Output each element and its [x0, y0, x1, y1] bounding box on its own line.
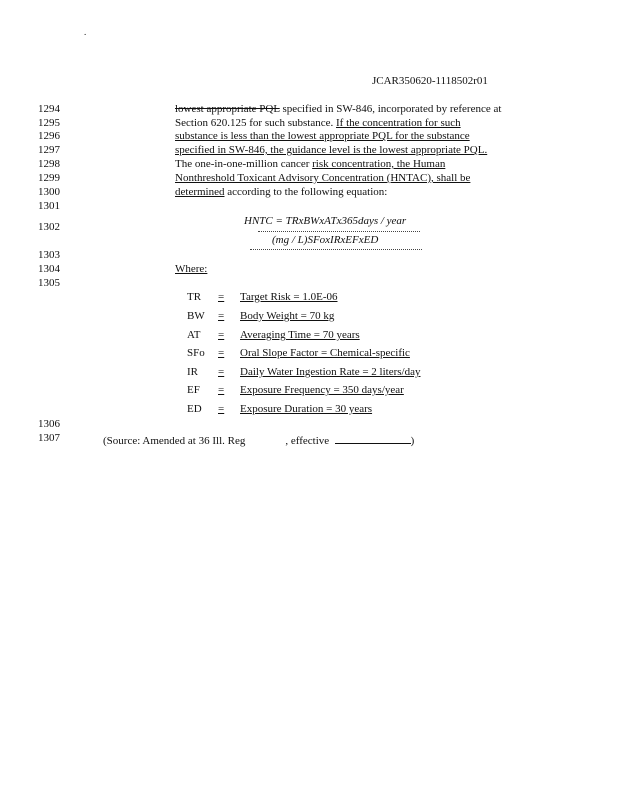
line-number: 1295 — [38, 117, 60, 129]
text-run: Section 620.125 for such substance. — [175, 117, 336, 129]
variable-symbol: BW — [187, 310, 205, 322]
line-text — [175, 130, 470, 143]
source-close: ) — [410, 435, 415, 447]
variable-equals: = — [218, 366, 225, 378]
line-number: 1299 — [38, 172, 60, 184]
variable-equals: = — [218, 347, 225, 359]
text-run: If the concentration for such — [336, 117, 461, 129]
line-number: 1304 — [38, 263, 60, 275]
variable-equals: = — [218, 403, 225, 415]
line-number: 1301 — [38, 200, 60, 212]
variable-symbol: ED — [187, 403, 202, 415]
variable-definition: Exposure Frequency = 350 days/year — [240, 384, 404, 396]
line-text — [175, 117, 461, 130]
line-number: 1297 — [38, 144, 60, 156]
source-prefix: (Source: Amended at 36 Ill. Reg — [103, 435, 246, 447]
line-number: 1296 — [38, 130, 60, 142]
variable-equals: = — [218, 384, 225, 396]
variable-equals: = — [218, 310, 225, 322]
page-mark: . — [84, 27, 87, 37]
source-note — [103, 434, 414, 448]
variable-equals: = — [218, 329, 225, 341]
variable-symbol: SFo — [187, 347, 205, 359]
variable-definition: Target Risk = 1.0E-06 — [240, 291, 338, 303]
text-run: risk concentration, the Human — [312, 158, 446, 170]
variable-symbol: EF — [187, 384, 200, 396]
line-text — [175, 172, 470, 185]
effective-date-blank — [335, 434, 411, 444]
line-text — [175, 144, 487, 157]
text-run: determined — [175, 186, 225, 198]
text-run: lowest appropriate PQL — [175, 103, 280, 115]
variable-symbol: IR — [187, 366, 198, 378]
text-run: specified in SW-846, incorporated by reference at — [279, 103, 502, 115]
line-text — [175, 186, 387, 199]
line-number: 1300 — [38, 186, 60, 198]
equation-denominator: (mg / L)SFoxIRxEFxED — [272, 234, 379, 246]
document-code: JCAR350620-1118502r01 — [372, 75, 488, 87]
variable-definition: Averaging Time = 70 years — [240, 329, 360, 341]
text-run: according to the following equation: — [224, 186, 388, 198]
line-number: 1302 — [38, 221, 60, 233]
text-run: The one-in-one-million cancer — [175, 158, 313, 170]
line-number: 1305 — [38, 277, 60, 289]
line-number: 1306 — [38, 418, 60, 430]
variable-equals: = — [218, 291, 225, 303]
line-number: 1307 — [38, 432, 60, 444]
variable-definition: Body Weight = 70 kg — [240, 310, 335, 322]
line-number: 1294 — [38, 103, 60, 115]
line-number: 1298 — [38, 158, 60, 170]
line-number: 1303 — [38, 249, 60, 261]
variable-symbol: TR — [187, 291, 202, 303]
equation-fraction-bar — [258, 231, 420, 232]
variable-symbol: AT — [187, 329, 201, 341]
text-run: substance is less than the lowest appropriate PQL for the substance — [175, 130, 470, 142]
text-run: Nonthreshold Toxicant Advisory Concentration (HNTAC), shall be — [175, 172, 471, 184]
line-text — [175, 158, 445, 171]
variable-definition: Exposure Duration = 30 years — [240, 403, 373, 415]
source-effective: , effective — [285, 435, 330, 447]
variable-definition: Oral Slope Factor = Chemical-specific — [240, 347, 410, 359]
line-text — [175, 103, 501, 116]
text-run: Where: — [175, 263, 208, 275]
line-text — [175, 263, 207, 276]
equation-numerator: HNTC = TRxBWxATx365days / year — [244, 215, 407, 227]
equation-underline — [250, 249, 422, 250]
text-run: specified in SW-846, the guidance level is the lowest appropriate PQL. — [175, 144, 488, 156]
variable-definition: Daily Water Ingestion Rate = 2 liters/day — [240, 366, 421, 378]
